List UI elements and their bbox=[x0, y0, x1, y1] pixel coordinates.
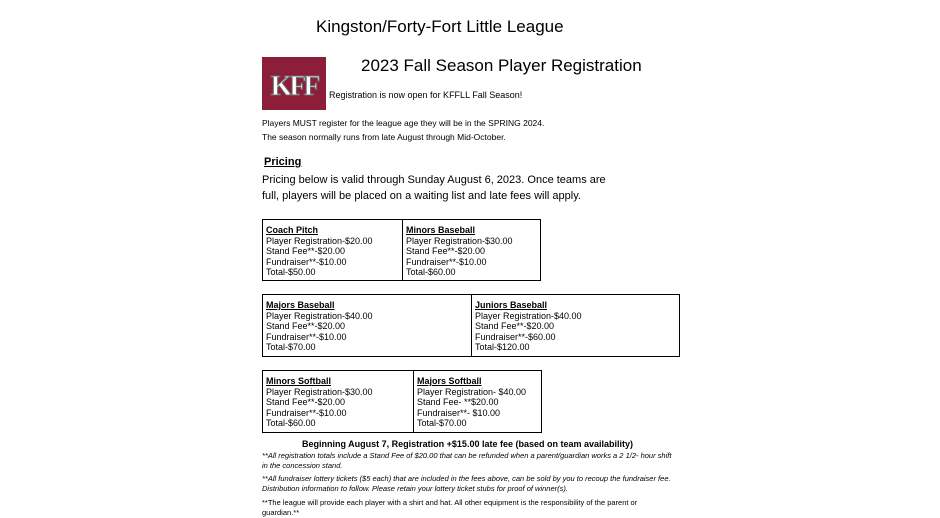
total-fee: Total-$70.00 bbox=[266, 342, 316, 352]
stand-fee: Stand Fee**-$20.00 bbox=[266, 246, 346, 256]
division-name: Minors Baseball bbox=[406, 225, 476, 235]
pricing-text bbox=[262, 172, 612, 204]
season-dates-text: The season normally runs from late August through Mid-October. bbox=[262, 132, 506, 142]
pricing-table-1 bbox=[262, 219, 541, 281]
stand-fee-note: **All registration totals include a Stand Fee of $20.00 that can be refunded when a parent/guardian works a 2 1/2- hour shift in the concession stand. bbox=[262, 451, 672, 470]
late-fee-notice: Beginning August 7, Registration +$15.00 late fee (based on team availability) bbox=[302, 439, 634, 449]
player-registration-fee: Player Registration-$20.00 bbox=[266, 235, 373, 246]
fundraiser-fee: Fundraiser**- $10.00 bbox=[417, 407, 501, 418]
division-coach-pitch bbox=[263, 220, 402, 280]
fundraiser-fee: Fundraiser**-$10.00 bbox=[266, 331, 347, 342]
page-title: 2023 Fall Season Player Registration bbox=[361, 56, 642, 75]
pricing-table-2 bbox=[262, 294, 680, 357]
pricing-line-1: Pricing below is valid through Sunday August 6, 2023. Once teams are bbox=[262, 174, 606, 186]
league-name: Kingston/Forty-Fort Little League bbox=[316, 17, 564, 36]
division-name: Coach Pitch bbox=[266, 225, 319, 235]
stand-fee: Stand Fee**-$20.00 bbox=[266, 321, 346, 331]
pricing-heading: Pricing bbox=[264, 156, 302, 168]
division-name: Majors Softball bbox=[417, 376, 482, 386]
stand-fee: Stand Fee**-$20.00 bbox=[475, 321, 555, 331]
fundraiser-note: **All fundraiser lottery tickets ($5 each) that are included in the fees above, can be sold by you to recoup the fundraiser fee. Distribution information to follow. Please retain your lottery ticket stubs for proof of winner(s). bbox=[262, 474, 671, 493]
division-minors-softball bbox=[263, 371, 413, 432]
division-name: Juniors Baseball bbox=[475, 300, 548, 310]
pricing-table-3 bbox=[262, 370, 542, 433]
total-fee: Total-$70.00 bbox=[417, 418, 467, 428]
player-registration-fee: Player Registration-$30.00 bbox=[266, 386, 373, 397]
stand-fee: Stand Fee**-$20.00 bbox=[266, 397, 346, 407]
logo-text: KFF bbox=[270, 71, 318, 102]
stand-fee: Stand Fee- **$20.00 bbox=[417, 397, 499, 407]
stand-fee: Stand Fee**-$20.00 bbox=[406, 246, 486, 256]
division-name: Majors Baseball bbox=[266, 300, 335, 310]
pricing-line-2: full, players will be placed on a waiting list and late fees will apply. bbox=[262, 190, 581, 202]
total-fee: Total-$120.00 bbox=[475, 342, 530, 352]
fundraiser-fee: Fundraiser**-$10.00 bbox=[266, 256, 347, 267]
must-register-text: Players MUST register for the league age they will be in the SPRING 2024. bbox=[262, 118, 545, 128]
division-name: Minors Softball bbox=[266, 376, 331, 386]
fundraiser-fee: Fundraiser**-$60.00 bbox=[475, 331, 556, 342]
division-majors-baseball bbox=[263, 295, 471, 356]
total-fee: Total-$60.00 bbox=[406, 267, 456, 277]
player-registration-fee: Player Registration-$40.00 bbox=[475, 310, 582, 321]
division-majors-softball bbox=[413, 371, 541, 432]
fundraiser-fee: Fundraiser**-$10.00 bbox=[266, 407, 347, 418]
registration-open-text: Registration is now open for KFFLL Fall Season! bbox=[329, 90, 523, 100]
fundraiser-fee: Fundraiser**-$10.00 bbox=[406, 256, 487, 267]
division-minors-baseball bbox=[402, 220, 540, 280]
division-juniors-baseball bbox=[471, 295, 679, 356]
total-fee: Total-$60.00 bbox=[266, 418, 316, 428]
player-registration-fee: Player Registration-$40.00 bbox=[266, 310, 373, 321]
total-fee: Total-$50.00 bbox=[266, 267, 316, 277]
player-registration-fee: Player Registration- $40.00 bbox=[417, 386, 527, 397]
player-registration-fee: Player Registration-$30.00 bbox=[406, 235, 513, 246]
equipment-note: **The league will provide each player with a shirt and hat. All other equipment is the responsibility of the parent or guardian.** bbox=[262, 498, 638, 517]
kff-logo bbox=[262, 57, 326, 110]
